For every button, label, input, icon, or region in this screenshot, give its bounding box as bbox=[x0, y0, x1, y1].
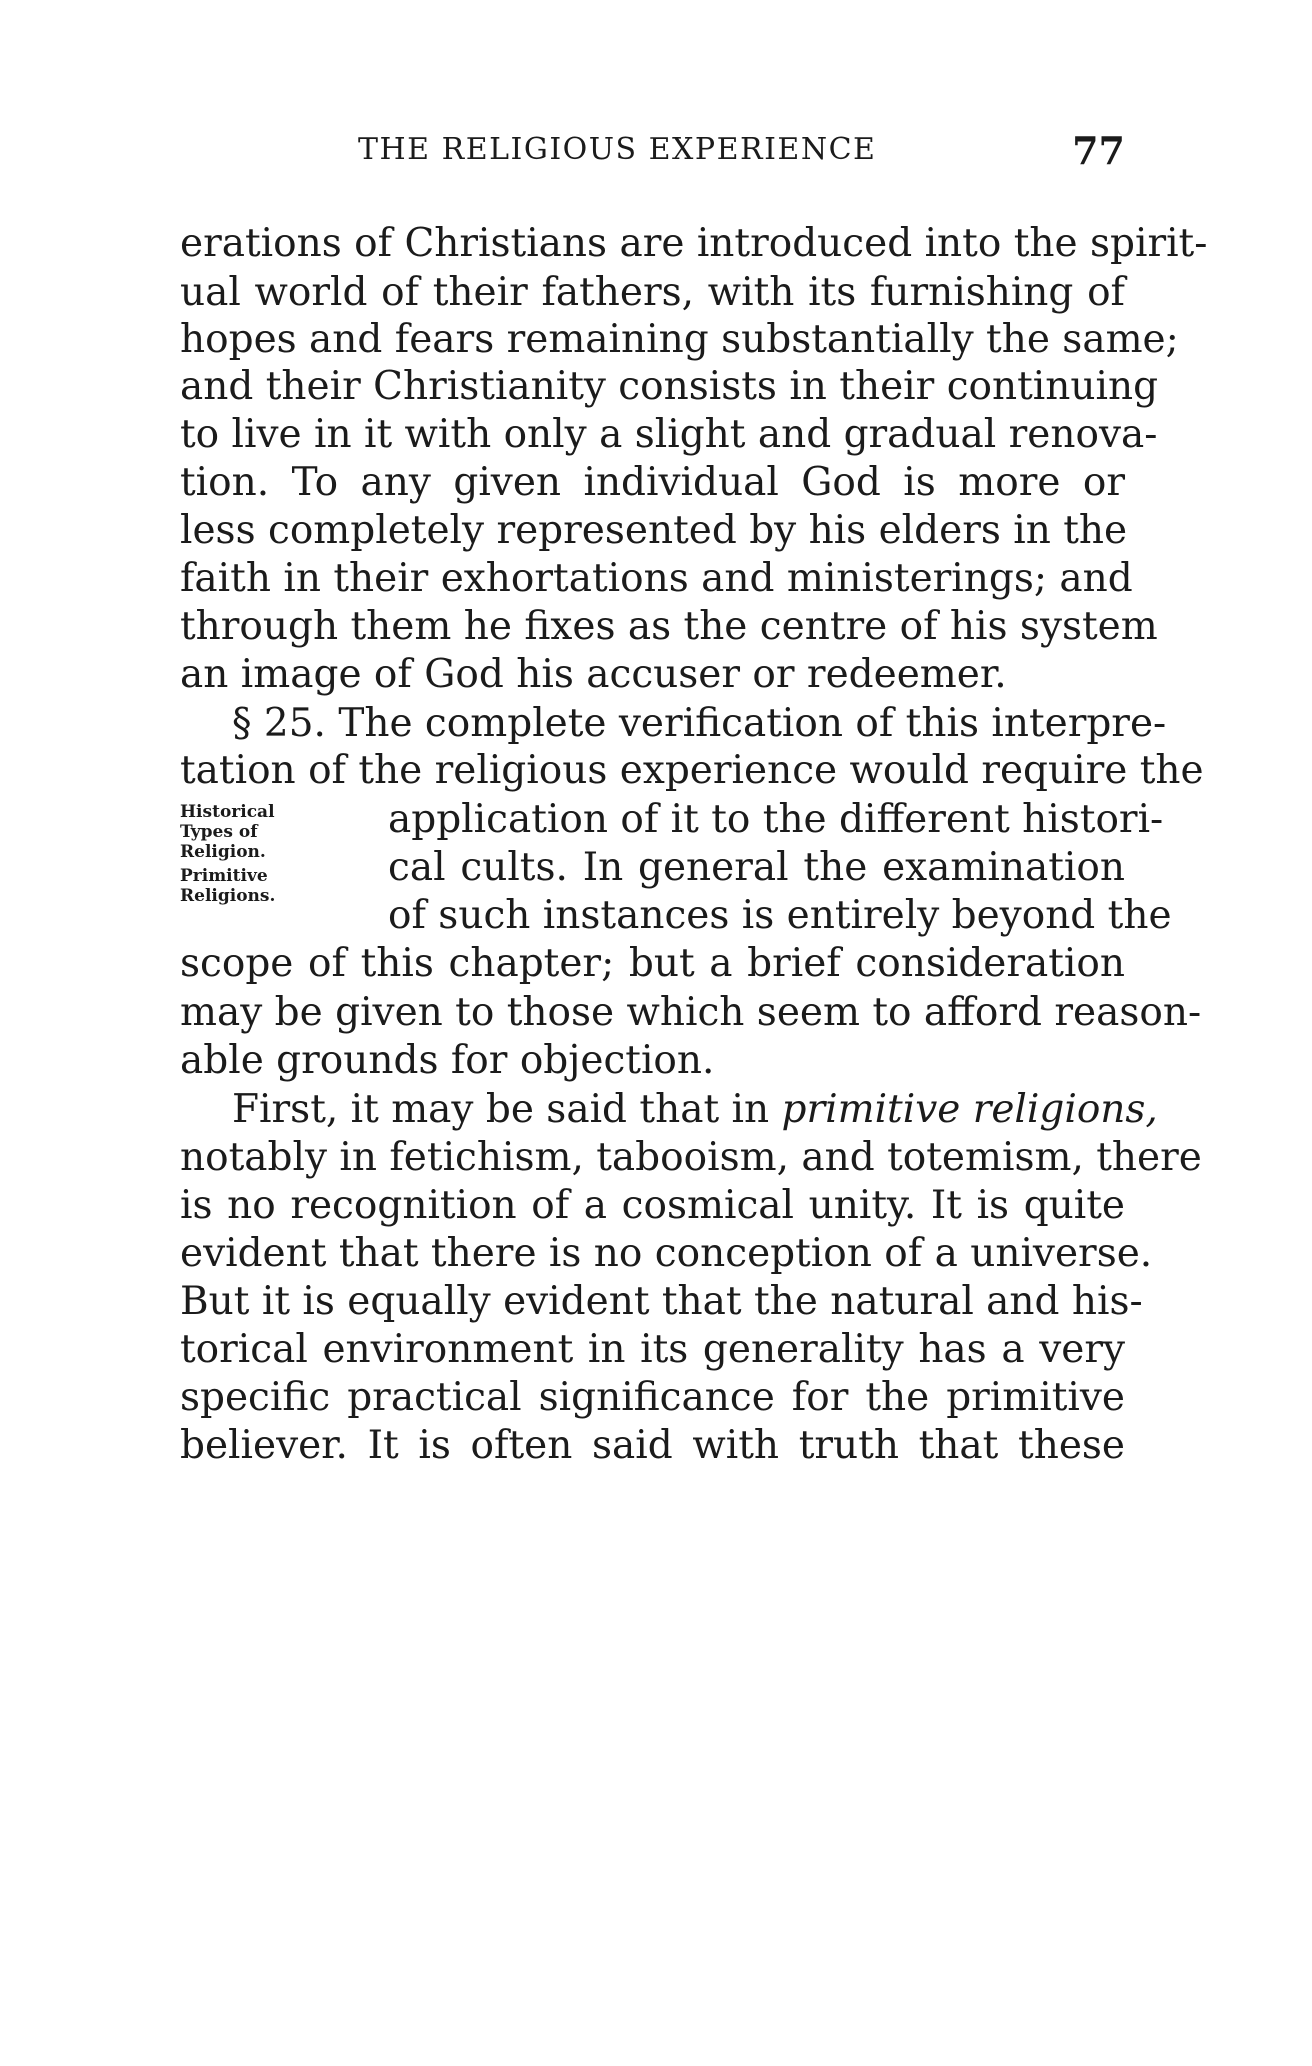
italic-phrase: primitive religions, bbox=[781, 1087, 1158, 1132]
text-line: hopes and fears remaining substantially the same; bbox=[180, 317, 1179, 362]
text-line: less completely represented by his elders in the bbox=[180, 508, 1128, 553]
sidenote-line: Religions. bbox=[180, 886, 276, 906]
sidenote-primitive-religions bbox=[180, 866, 330, 906]
text-line: tation of the religious experience would require the bbox=[180, 748, 1204, 793]
text-line: to live in it with only a slight and gradual renova- bbox=[180, 412, 1158, 457]
text-line: notably in fetichism, tabooism, and totemism, there bbox=[180, 1135, 1202, 1180]
text-line: faith in their exhortations and ministerings; and bbox=[180, 556, 1133, 601]
text-line: torical environment in its generality has a very bbox=[180, 1327, 1125, 1372]
text-line: cal cults. In general the examination bbox=[388, 845, 1125, 890]
text-line: is no recognition of a cosmical unity. It is quite bbox=[180, 1183, 1125, 1228]
text-line: and their Christianity consists in their continuing bbox=[180, 364, 1159, 409]
sidenote-line: Types of bbox=[180, 822, 258, 842]
text-line: But it is equally evident that the natural and his- bbox=[180, 1279, 1143, 1324]
text-line: specific practical significance for the primitive bbox=[180, 1375, 1125, 1420]
sidenote-line: Primitive bbox=[180, 866, 268, 886]
page-number: 77 bbox=[1072, 128, 1125, 173]
sidenote-line: Historical bbox=[180, 802, 275, 822]
text-line: through them he fixes as the centre of his system bbox=[180, 604, 1158, 649]
text-line: evident that there is no conception of a universe. bbox=[180, 1231, 1153, 1276]
text-line: application of it to the different histori- bbox=[388, 797, 1164, 842]
text-line: an image of God his accuser or redeemer. bbox=[180, 652, 1007, 697]
sidenote-line: Religion. bbox=[180, 842, 266, 862]
sidenote-historical-types bbox=[180, 802, 330, 862]
page-header bbox=[180, 128, 1125, 178]
text-line: of such instances is entirely beyond the bbox=[388, 893, 1172, 938]
section-heading-line: § 25. The complete verification of this interpre- bbox=[232, 701, 1167, 746]
text-line: believer. It is often said with truth that these bbox=[180, 1423, 1125, 1468]
text-line: scope of this chapter; but a brief consideration bbox=[180, 941, 1125, 986]
text-fragment: First, it may be said that in bbox=[232, 1087, 782, 1132]
text-line: erations of Christians are introduced into the spirit- bbox=[180, 221, 1208, 266]
text-line: ual world of their fathers, with its furnishing of bbox=[180, 270, 1125, 315]
running-head: THE RELIGIOUS EXPERIENCE bbox=[358, 132, 877, 167]
text-line: may be given to those which seem to afford reason- bbox=[180, 990, 1202, 1035]
text-line: able grounds for objection. bbox=[180, 1038, 715, 1083]
text-line: tion. To any given individual God is more or bbox=[180, 460, 1125, 505]
